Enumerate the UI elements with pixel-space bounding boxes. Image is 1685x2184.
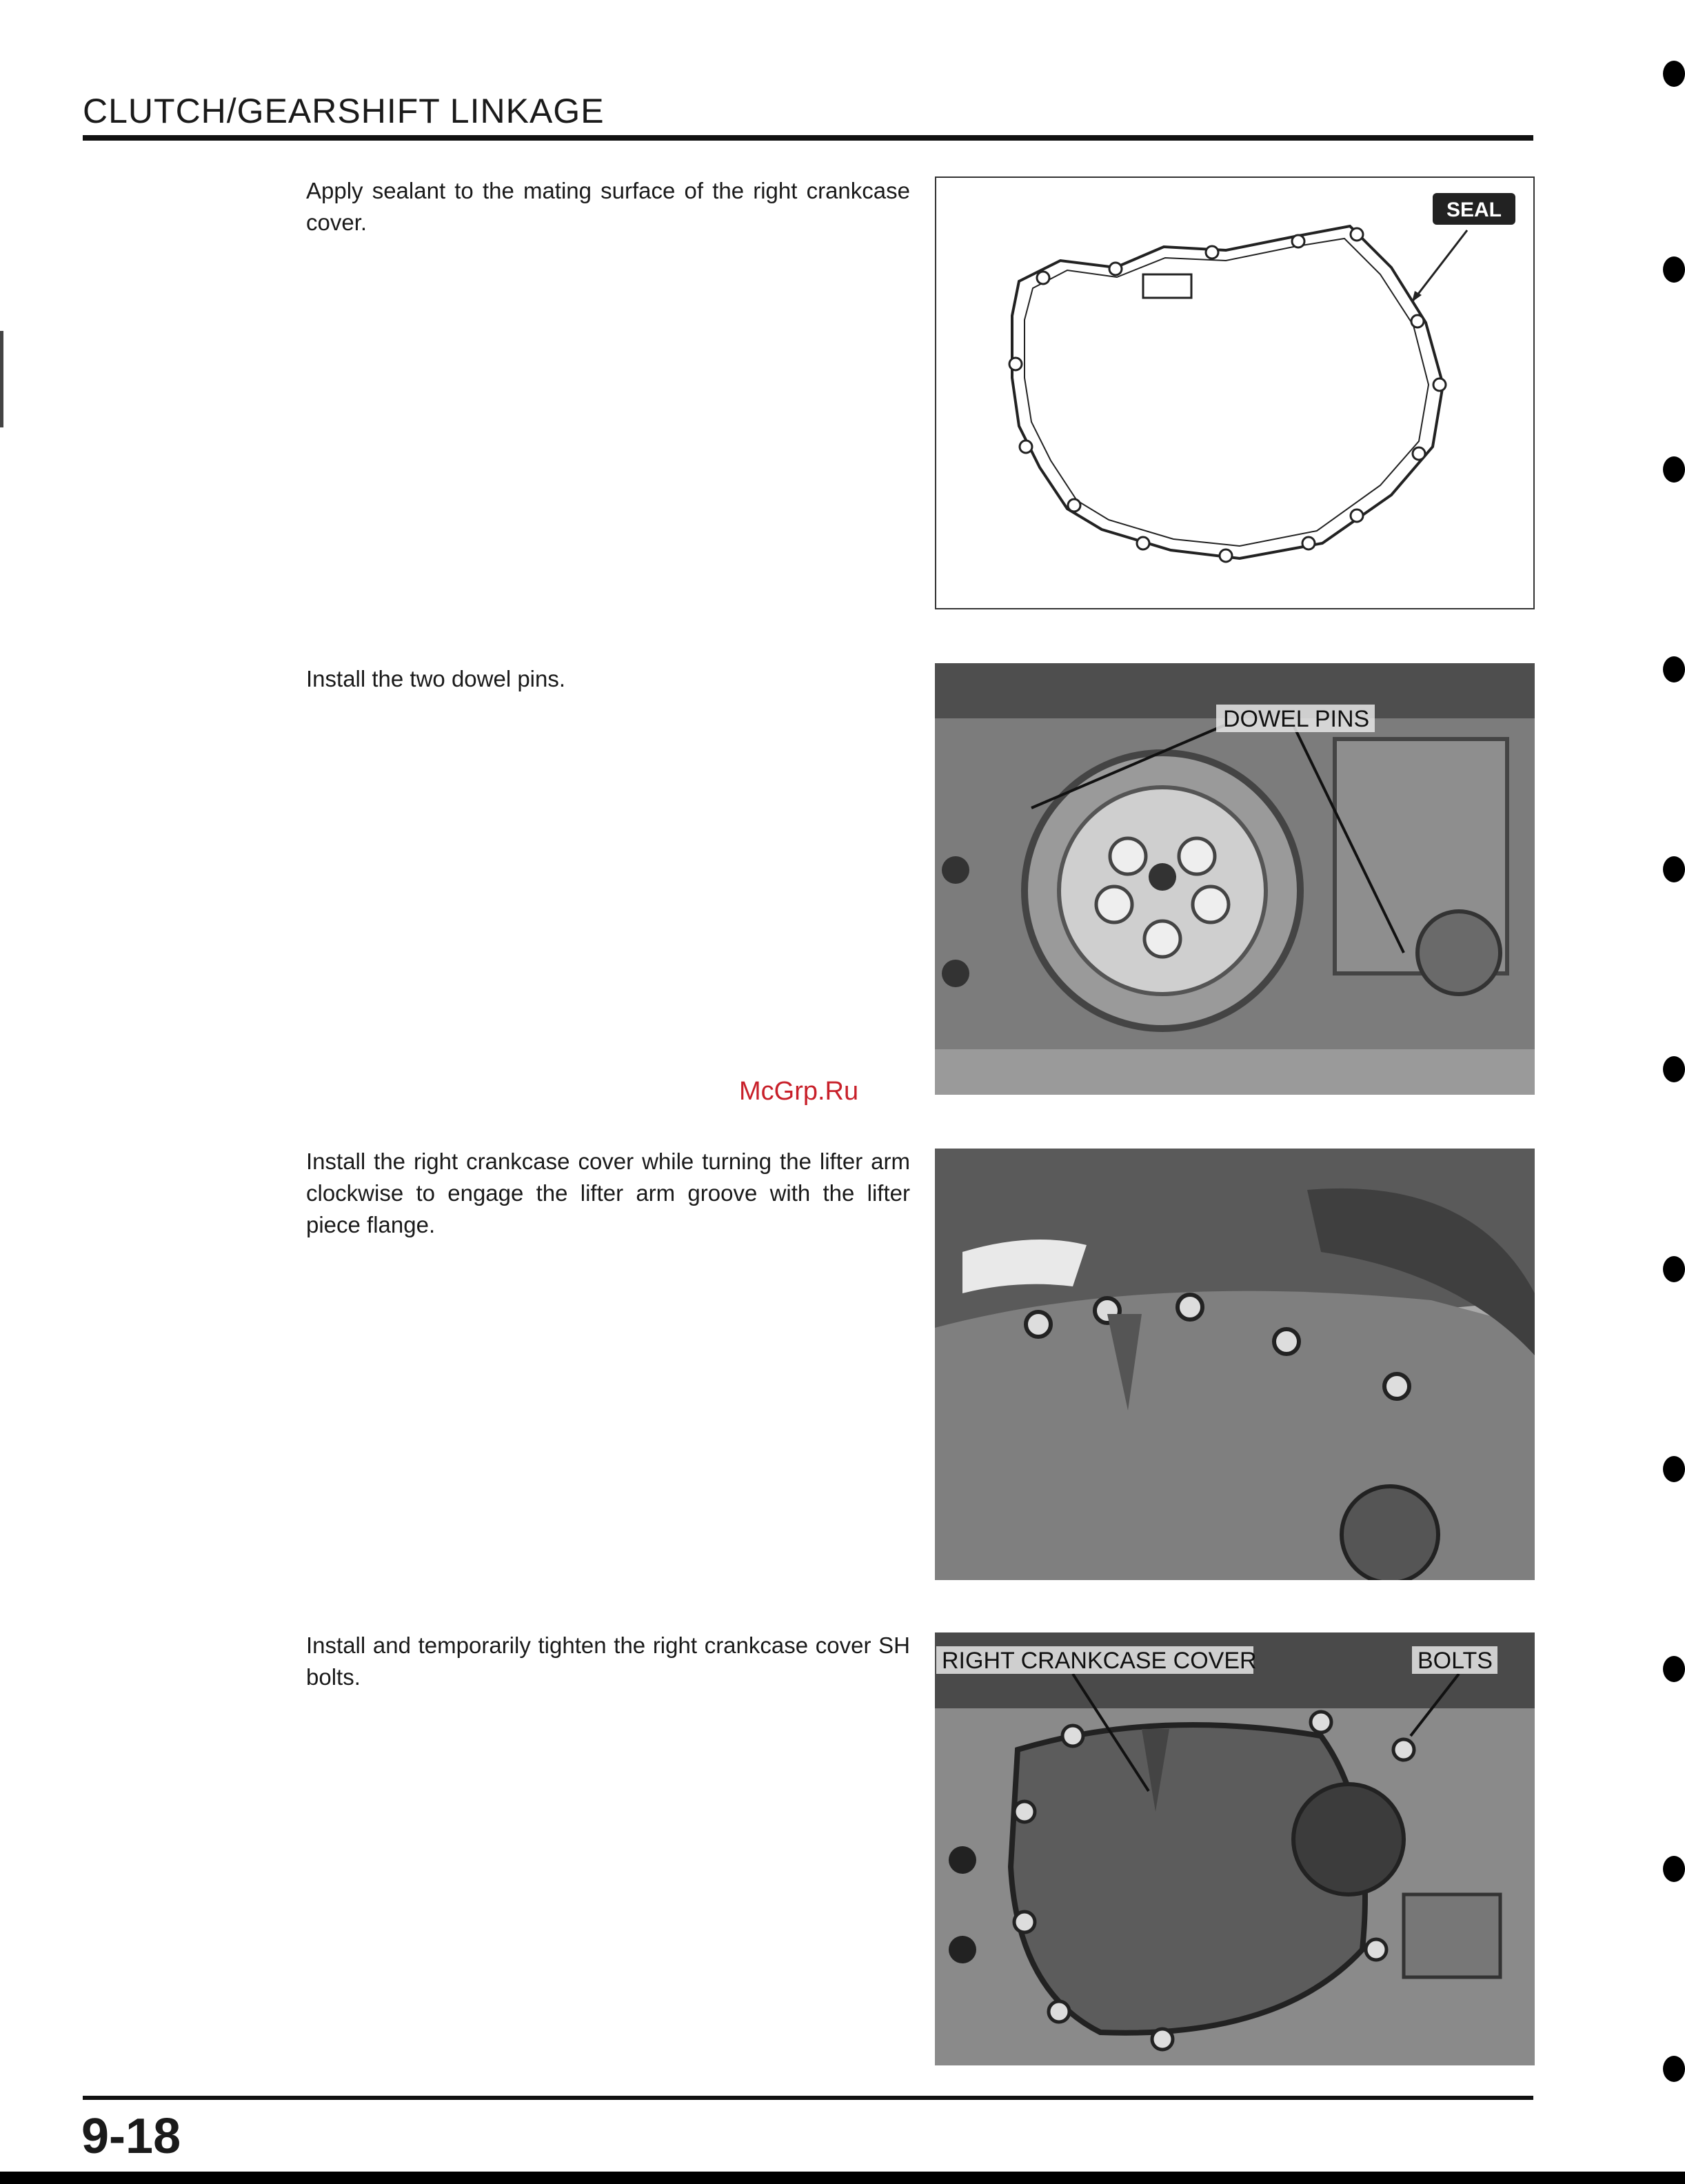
page-title: CLUTCH/GEARSHIFT LINKAGE: [83, 92, 605, 130]
scan-edge-mark: [0, 331, 3, 427]
binder-hole-icon: [1663, 656, 1685, 682]
step-2-text: Install the two dowel pins.: [306, 666, 566, 691]
binder-hole-icon: [1663, 1256, 1685, 1282]
binder-hole-icon: [1663, 1656, 1685, 1682]
step-1-text: Apply sealant to the mating surface of the right crankcase cover.: [306, 178, 910, 235]
page-number: 9-18: [81, 2109, 181, 2164]
binder-hole-icon: [1663, 1456, 1685, 1482]
footer-rule: [83, 2096, 1533, 2100]
dowel-pins-callout: DOWEL PINS: [1223, 706, 1370, 732]
sealant-symbol-label: SEAL: [1446, 199, 1502, 221]
cover-install-photo: [935, 1149, 1535, 1580]
bolts-callout: BOLTS: [1417, 1648, 1493, 1674]
watermark: McGrp.Ru: [739, 1077, 859, 1106]
binder-hole-icon: [1663, 1856, 1685, 1882]
binder-hole-icon: [1663, 1056, 1685, 1082]
sealant-diagram: [935, 176, 1535, 609]
binder-hole-icon: [1663, 61, 1685, 87]
dowel-pins-photo-art: [935, 663, 1535, 1095]
binder-hole-icon: [1663, 456, 1685, 483]
cover-bolts-photo-art: [935, 1632, 1535, 2065]
cover-bolts-photo: [935, 1632, 1535, 2065]
header-rule: [83, 135, 1533, 141]
step-4-text: Install and temporarily tighten the right crankcase cover SH bolts.: [306, 1632, 910, 1690]
right-crankcase-cover-callout: RIGHT CRANKCASE COVER: [942, 1648, 1257, 1674]
dowel-pins-photo: [935, 663, 1535, 1095]
binder-hole-icon: [1663, 2056, 1685, 2082]
cover-install-photo-art: [935, 1149, 1535, 1580]
binder-hole-icon: [1663, 856, 1685, 882]
scan-bottom-edge: [0, 2172, 1685, 2184]
step-3-text: Install the right crankcase cover while turning the lifter arm clockwise to engage the lifter arm groove with the lifter piece flange.: [306, 1149, 910, 1237]
binder-hole-icon: [1663, 256, 1685, 283]
crankcase-cover-gasket-outline: [936, 178, 1533, 608]
